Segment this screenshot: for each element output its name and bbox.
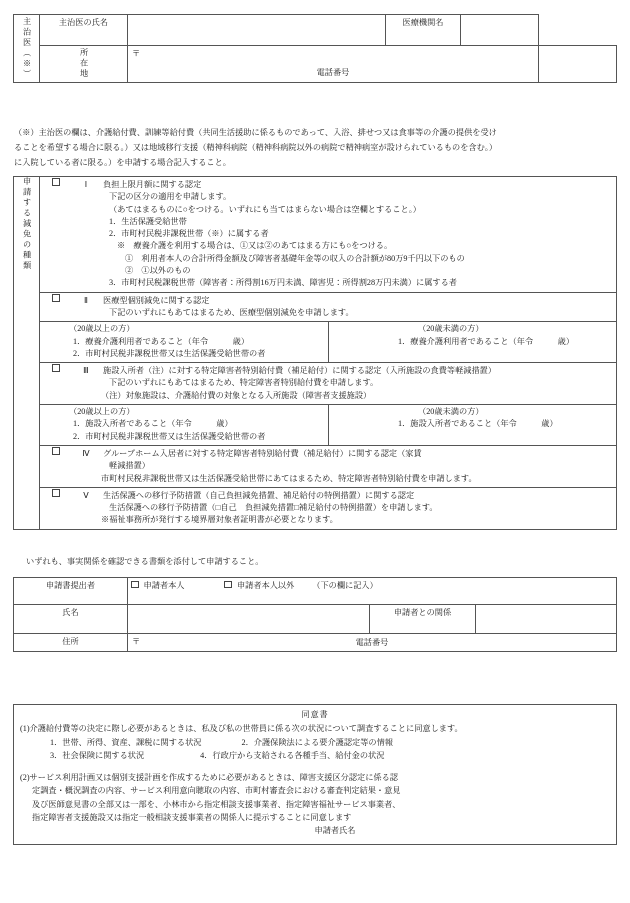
section-V <box>40 487 617 529</box>
doctor-address-value[interactable] <box>128 46 539 83</box>
table-row <box>14 578 617 605</box>
section-IV <box>40 445 617 487</box>
table-row <box>14 605 617 634</box>
section-IV-checkbox[interactable] <box>43 447 69 460</box>
section-I-line-2: （あてはまるものに○をつける。いずれにも当てはまらない場合は空欄とすること。） <box>109 204 421 214</box>
institution-value[interactable] <box>461 15 539 46</box>
doctor-side-label-text: 主治医（※） <box>22 16 32 80</box>
doctor-note-line-1: （※）主治医の欄は、介護給付費、訓練等給付費（共同生活援助に係るものであって、入浴、排せつ又は食事等の介護の提供を受け <box>14 128 497 137</box>
section-I-numeral: Ⅰ <box>84 180 88 189</box>
table-row <box>14 292 617 322</box>
reduction-section <box>13 176 617 530</box>
doctor-name-label: 主治医の氏名 <box>40 15 128 46</box>
doctor-note-line-2: ることを希望する場合に限る。）又は地域移行支援（精神科病院（精神科病院以外の病院で精神病室が設けられているものを含む。） <box>14 143 498 153</box>
section-V-line-2: ※福祉事務所が発行する境界層対象者証明書が必要となります。 <box>101 515 338 525</box>
section-III-over20-item-2[interactable]: 2．市町村民税非課税世帯又は生活保護受給世帯の者 <box>73 431 266 441</box>
table-row <box>14 487 617 529</box>
consent-item3-a: 3．社会保険に関する状況 <box>50 750 145 760</box>
section-II-over20-item-2[interactable]: 2．市町村民税非課税世帯又は生活保護受給世帯の者 <box>73 348 266 358</box>
section-V-title: 生活保護への移行予防措置（自己負担減免措置、補足給付の特例措置）に関する認定 <box>103 490 415 500</box>
section-II-numeral: Ⅱ <box>83 295 89 305</box>
section-III-over20 <box>40 405 329 446</box>
section-III-under20-item-1[interactable]: 1．施設入所者であること（年令 歳） <box>398 419 558 429</box>
applicant-section <box>13 577 617 652</box>
consent-gap <box>20 762 610 771</box>
applicant-name-label: 氏名 <box>14 605 128 634</box>
consent-item1-row1 <box>20 736 610 749</box>
consent-item1-b: 2．介護保険法による要介護認定等の情報 <box>241 737 393 747</box>
submitter-self-label: 申請者本人 <box>143 581 185 590</box>
table-row <box>14 46 617 83</box>
section-II-under20 <box>329 322 617 363</box>
doctor-address-extra[interactable] <box>539 46 617 83</box>
section-II-under20-item-1[interactable]: 1．療養介護利用者であること（年令 歳） <box>398 336 575 346</box>
section-I-item-2[interactable]: 2．市町村民税非課税世帯（※）に属する者 <box>109 229 269 239</box>
consent-item2-line-2: 定調査・概況調査の内容、サービス利用意向聴取の内容、市町村審査会における審査判定結果・意見 <box>32 786 401 796</box>
section-III-numeral: Ⅲ <box>83 366 89 376</box>
doctor-note-line-3: に入院している者に限る。）を申請する場合記入すること。 <box>14 158 231 168</box>
section-IV-title-cont: 軽減措置） <box>109 461 150 471</box>
submitter-self-checkbox[interactable] <box>131 581 140 590</box>
consent-item2-line-3: 及び医師意見書の全部又は一部を、小林市から指定相談支援事業者、指定障害福祉サービス事業者、 <box>32 799 401 809</box>
submitter-options <box>128 578 617 605</box>
applicant-address-label: 住所 <box>14 634 128 652</box>
submitter-other-checkbox[interactable] <box>224 581 233 590</box>
section-II <box>40 292 617 322</box>
consent-item1-a: 1．世帯、所得、資産、課税に関する状況 <box>50 737 202 747</box>
section-I <box>40 177 617 293</box>
section-II-over20 <box>40 322 329 363</box>
section-III-header <box>43 364 613 377</box>
table-row <box>14 445 617 487</box>
doctor-tel-label: 電話番号 <box>316 68 350 78</box>
doctor-note <box>14 125 618 171</box>
section-II-under20-header: （20歳未満の方） <box>418 324 484 334</box>
section-I-line-1: 下記の区分の適用を申請します。 <box>109 192 232 202</box>
table-row <box>14 363 617 405</box>
section-II-line-1: 下記のいずれにもあてはまるため、医療型個別減免を申請します。 <box>109 307 354 317</box>
doctor-address-label <box>40 46 128 83</box>
section-V-header <box>43 489 613 502</box>
reduction-side-label-text: 申請する減免の種類 <box>22 177 32 272</box>
section-V-line-1[interactable]: 生活保護への移行予防措置（□自己 負担減免措置□補足給付の特例措置）を申請します。 <box>109 503 438 513</box>
doctor-address-label-text: 所在地 <box>79 48 89 80</box>
section-IV-header <box>43 447 613 460</box>
postal-mark-icon: 〒 <box>132 49 141 58</box>
consent-section <box>13 704 617 845</box>
section-V-numeral: Ⅴ <box>83 490 89 500</box>
table-row <box>14 634 617 652</box>
applicant-relation-label: 申請者との関係 <box>370 605 476 634</box>
doctor-table <box>13 14 617 83</box>
consent-item1-intro: (1)介護給付費等の決定に際し必要があるときは、私及び私の世帯員に係る次の状況について調査することに同意します。 <box>20 724 463 734</box>
section-II-title: 医療型個別減免に関する認定 <box>103 295 210 305</box>
section-I-title: 負担上限月額に関する認定 <box>103 180 202 189</box>
section-I-sub-item-2[interactable]: ② ①以外のもの <box>125 266 191 276</box>
postal-mark-icon: 〒 <box>132 637 141 646</box>
doctor-side-label <box>14 15 40 83</box>
section-III-under20-header: （20歳未満の方） <box>418 407 484 417</box>
applicant-address-value[interactable] <box>128 634 617 652</box>
section-IV-title: グループホーム入居者に対する特定障害者特別給付費（補足給付）に関する認定（家賃 <box>103 448 422 458</box>
doctor-name-value[interactable] <box>128 15 386 46</box>
section-III-over20-header: （20歳以上の方） <box>69 407 135 417</box>
section-II-header <box>43 294 613 307</box>
section-III <box>40 363 617 405</box>
section-I-sub-item-1[interactable]: ① 利用者本人の合計所得金額及び障害者基礎年金等の収入の合計額が80万9千円以下のもの <box>125 253 465 263</box>
reduction-table <box>13 176 617 530</box>
applicant-tel-label: 電話番号 <box>355 637 389 647</box>
section-I-checkbox[interactable] <box>43 178 69 191</box>
consent-title: 同意書 <box>301 710 329 719</box>
applicant-name-value[interactable] <box>128 605 370 634</box>
section-II-over20-item-1[interactable]: 1．療養介護利用者であること（年令 歳） <box>73 336 250 346</box>
submitter-label: 申請書提出者 <box>14 578 128 605</box>
section-II-over20-header: （20歳以上の方） <box>69 324 135 334</box>
institution-label: 医療機関名 <box>386 15 461 46</box>
section-I-header <box>43 178 613 191</box>
section-III-title: 施設入所者（注）に対する特定障害者特別給付費（補足給付）に関する認定（入所施設の食費等軽減措置） <box>103 366 497 376</box>
table-row <box>14 177 617 293</box>
section-III-over20-item-1[interactable]: 1．施設入所者であること（年令 歳） <box>73 419 233 429</box>
section-IV-line-1: 市町村民税非課税世帯又は生活保護受給世帯にあてはまるため、特定障害者特別給付費を申請します。 <box>101 473 477 483</box>
consent-signature-label: 申請者氏名 <box>314 826 356 836</box>
attach-note: いずれも、事実関係を確認できる書類を添付して申請すること。 <box>26 557 264 566</box>
consent-item1-row2 <box>20 749 610 762</box>
consent-item4-b: 4．行政庁から支給される各種手当、給付金の状況 <box>200 750 385 760</box>
section-II-checkbox[interactable] <box>43 294 69 307</box>
section-IV-numeral: Ⅳ <box>82 448 90 458</box>
table-row <box>14 322 617 363</box>
applicant-relation-value[interactable] <box>476 605 617 634</box>
section-I-item-1[interactable]: 1．生活保護受給世帯 <box>109 216 187 226</box>
submitter-other-label: 申請者本人以外 <box>236 581 295 590</box>
section-III-line-2: （注）対象施設は、介護給付費の対象となる入所施設（障害者支援施設） <box>101 390 372 400</box>
table-row <box>14 15 617 46</box>
table-row <box>14 405 617 446</box>
section-III-line-1: 下記のいずれにもあてはまるため、特定障害者特別給付費を申請します。 <box>109 378 379 388</box>
section-V-checkbox[interactable] <box>43 489 69 502</box>
consent-item2-line-1: (2)サービス利用計画又は個別支援計画を作成するために必要があるときは、障害支援区分認定に係る認 <box>20 773 398 783</box>
applicant-table <box>13 577 617 652</box>
submitter-other-note: （下の欄に記入） <box>312 581 378 590</box>
doctor-section <box>13 14 617 83</box>
section-I-item-3[interactable]: 3．市町村民税課税世帯（障害者：所得割16万円未満、障害児：所得割28万円未満）に属する者 <box>109 278 457 288</box>
section-I-sub-note: ※ 療養介護を利用する場合は、①又は②のあてはまる方にも○をつける。 <box>117 241 393 251</box>
section-III-checkbox[interactable] <box>43 364 69 377</box>
reduction-side-label <box>14 177 40 530</box>
section-III-under20 <box>329 405 617 446</box>
consent-item2-line-4: 指定障害者支援施設又は指定一般相談支援事業者の関係人に提示することに同意します <box>32 812 352 822</box>
